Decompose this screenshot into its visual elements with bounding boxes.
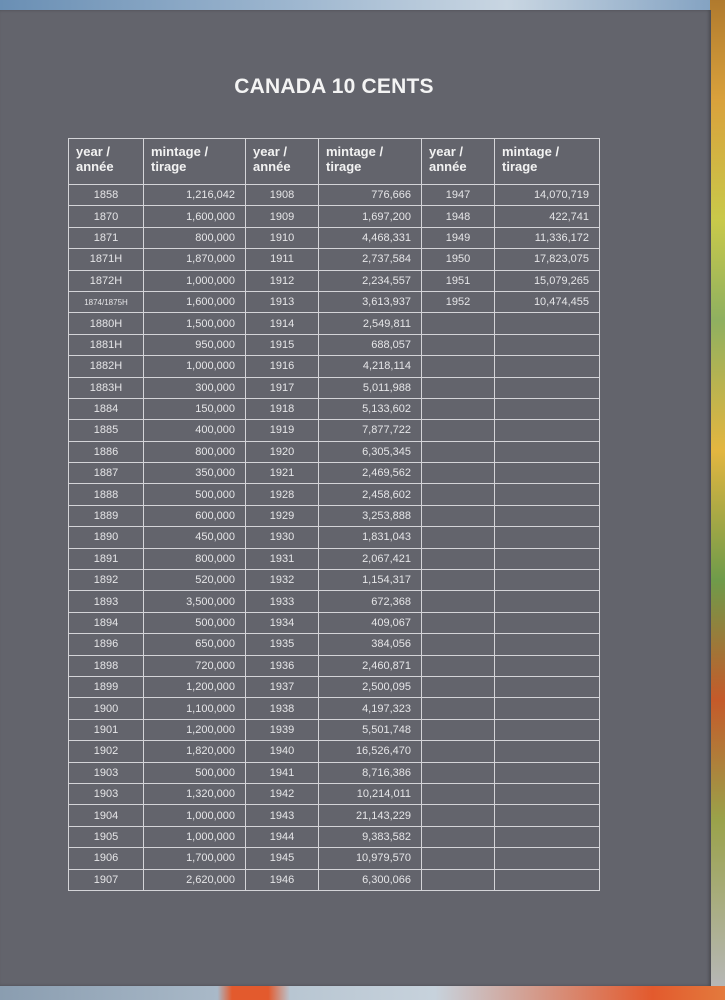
mintage-cell: 1,000,000 bbox=[144, 805, 246, 826]
mintage-table-body bbox=[69, 185, 600, 891]
year-cell: 1921 bbox=[246, 463, 319, 484]
mintage-cell: 2,469,562 bbox=[319, 463, 422, 484]
year-cell: 1870 bbox=[69, 206, 144, 227]
mintage-cell: 1,200,000 bbox=[144, 719, 246, 740]
mintage-cell bbox=[495, 484, 600, 505]
mintage-cell: 7,877,722 bbox=[319, 420, 422, 441]
year-cell: 1920 bbox=[246, 441, 319, 462]
mintage-column-header bbox=[319, 139, 422, 185]
mintage-cell: 800,000 bbox=[144, 548, 246, 569]
table-row bbox=[69, 463, 600, 484]
mintage-cell: 776,666 bbox=[319, 185, 422, 206]
mintage-header-fr: tirage bbox=[326, 159, 362, 174]
mintage-cell: 1,697,200 bbox=[319, 206, 422, 227]
year-cell: 1944 bbox=[246, 826, 319, 847]
year-cell: 1949 bbox=[422, 227, 495, 248]
table-row bbox=[69, 634, 600, 655]
year-cell bbox=[422, 719, 495, 740]
year-cell: 1874/1875H bbox=[69, 291, 144, 312]
mintage-cell: 11,336,172 bbox=[495, 227, 600, 248]
mintage-cell: 2,458,602 bbox=[319, 484, 422, 505]
year-header-en: year / bbox=[429, 144, 463, 159]
mintage-cell bbox=[495, 548, 600, 569]
mintage-cell: 1,831,043 bbox=[319, 527, 422, 548]
mintage-cell: 6,305,345 bbox=[319, 441, 422, 462]
table-row bbox=[69, 334, 600, 355]
mintage-cell: 1,000,000 bbox=[144, 270, 246, 291]
mintage-cell: 800,000 bbox=[144, 441, 246, 462]
mintage-cell bbox=[495, 762, 600, 783]
mintage-cell: 1,870,000 bbox=[144, 249, 246, 270]
mintage-header-en: mintage / bbox=[326, 144, 384, 159]
mintage-cell: 300,000 bbox=[144, 377, 246, 398]
mintage-cell: 2,620,000 bbox=[144, 869, 246, 890]
table-row bbox=[69, 719, 600, 740]
mintage-cell: 150,000 bbox=[144, 398, 246, 419]
mintage-cell: 1,320,000 bbox=[144, 783, 246, 804]
mintage-cell: 2,500,095 bbox=[319, 676, 422, 697]
year-column-header bbox=[246, 139, 319, 185]
year-cell bbox=[422, 398, 495, 419]
mintage-cell: 1,600,000 bbox=[144, 291, 246, 312]
mintage-cell: 650,000 bbox=[144, 634, 246, 655]
year-cell: 1910 bbox=[246, 227, 319, 248]
mintage-cell: 500,000 bbox=[144, 762, 246, 783]
table-row bbox=[69, 548, 600, 569]
mintage-header-fr: tirage bbox=[151, 159, 187, 174]
table-row bbox=[69, 420, 600, 441]
mintage-header-en: mintage / bbox=[502, 144, 560, 159]
mintage-cell: 2,549,811 bbox=[319, 313, 422, 334]
year-cell: 1948 bbox=[422, 206, 495, 227]
table-row bbox=[69, 441, 600, 462]
year-cell: 1899 bbox=[69, 676, 144, 697]
year-header-fr: année bbox=[253, 159, 291, 174]
mintage-cell: 520,000 bbox=[144, 570, 246, 591]
year-cell: 1941 bbox=[246, 762, 319, 783]
year-cell: 1947 bbox=[422, 185, 495, 206]
year-cell bbox=[422, 334, 495, 355]
mintage-cell: 1,700,000 bbox=[144, 848, 246, 869]
year-cell: 1893 bbox=[69, 591, 144, 612]
year-cell: 1906 bbox=[69, 848, 144, 869]
year-cell: 1883H bbox=[69, 377, 144, 398]
mintage-cell: 2,460,871 bbox=[319, 655, 422, 676]
year-cell: 1886 bbox=[69, 441, 144, 462]
year-cell bbox=[422, 655, 495, 676]
table-row bbox=[69, 313, 600, 334]
mintage-cell: 3,613,937 bbox=[319, 291, 422, 312]
table-row bbox=[69, 591, 600, 612]
mintage-cell: 384,056 bbox=[319, 634, 422, 655]
year-cell: 1932 bbox=[246, 570, 319, 591]
year-cell: 1930 bbox=[246, 527, 319, 548]
year-cell: 1887 bbox=[69, 463, 144, 484]
mintage-cell bbox=[495, 505, 600, 526]
year-cell: 1936 bbox=[246, 655, 319, 676]
mintage-cell bbox=[495, 869, 600, 890]
year-cell: 1885 bbox=[69, 420, 144, 441]
table-row bbox=[69, 805, 600, 826]
year-cell: 1907 bbox=[69, 869, 144, 890]
year-cell: 1880H bbox=[69, 313, 144, 334]
mintage-cell bbox=[495, 441, 600, 462]
table-row bbox=[69, 377, 600, 398]
mintage-cell: 800,000 bbox=[144, 227, 246, 248]
table-row bbox=[69, 570, 600, 591]
year-cell: 1898 bbox=[69, 655, 144, 676]
year-cell: 1903 bbox=[69, 783, 144, 804]
year-column-header bbox=[422, 139, 495, 185]
mintage-cell: 350,000 bbox=[144, 463, 246, 484]
mintage-cell: 1,820,000 bbox=[144, 741, 246, 762]
table-row bbox=[69, 270, 600, 291]
year-cell: 1935 bbox=[246, 634, 319, 655]
year-cell: 1871 bbox=[69, 227, 144, 248]
mintage-cell: 600,000 bbox=[144, 505, 246, 526]
year-cell: 1881H bbox=[69, 334, 144, 355]
year-cell: 1890 bbox=[69, 527, 144, 548]
table-row bbox=[69, 206, 600, 227]
mintage-cell: 5,011,988 bbox=[319, 377, 422, 398]
year-cell: 1884 bbox=[69, 398, 144, 419]
year-cell: 1933 bbox=[246, 591, 319, 612]
right-edge-photo bbox=[710, 0, 725, 1000]
year-cell: 1888 bbox=[69, 484, 144, 505]
mintage-cell bbox=[495, 848, 600, 869]
mintage-cell bbox=[495, 676, 600, 697]
year-cell: 1913 bbox=[246, 291, 319, 312]
year-cell bbox=[422, 869, 495, 890]
mintage-cell: 2,234,557 bbox=[319, 270, 422, 291]
mintage-cell: 5,133,602 bbox=[319, 398, 422, 419]
mintage-cell: 21,143,229 bbox=[319, 805, 422, 826]
mintage-cell: 422,741 bbox=[495, 206, 600, 227]
mintage-cell: 10,214,011 bbox=[319, 783, 422, 804]
table-row bbox=[69, 826, 600, 847]
year-cell bbox=[422, 805, 495, 826]
year-cell: 1928 bbox=[246, 484, 319, 505]
table-row bbox=[69, 185, 600, 206]
year-cell: 1889 bbox=[69, 505, 144, 526]
mintage-cell bbox=[495, 398, 600, 419]
mintage-cell bbox=[495, 698, 600, 719]
year-cell bbox=[422, 527, 495, 548]
year-cell: 1892 bbox=[69, 570, 144, 591]
mintage-cell bbox=[495, 741, 600, 762]
year-header-en: year / bbox=[76, 144, 110, 159]
mintage-table bbox=[68, 138, 600, 891]
mintage-cell: 4,197,323 bbox=[319, 698, 422, 719]
mintage-cell: 1,500,000 bbox=[144, 313, 246, 334]
year-cell: 1905 bbox=[69, 826, 144, 847]
year-cell: 1919 bbox=[246, 420, 319, 441]
mintage-cell bbox=[495, 612, 600, 633]
mintage-cell bbox=[495, 356, 600, 377]
year-cell bbox=[422, 484, 495, 505]
mintage-cell: 2,737,584 bbox=[319, 249, 422, 270]
mintage-cell: 9,383,582 bbox=[319, 826, 422, 847]
mintage-cell bbox=[495, 420, 600, 441]
table-row bbox=[69, 762, 600, 783]
mintage-header-en: mintage / bbox=[151, 144, 209, 159]
year-cell bbox=[422, 741, 495, 762]
mintage-column-header bbox=[495, 139, 600, 185]
mintage-cell: 1,000,000 bbox=[144, 826, 246, 847]
mintage-cell: 500,000 bbox=[144, 612, 246, 633]
mintage-cell bbox=[495, 783, 600, 804]
table-row bbox=[69, 505, 600, 526]
year-cell: 1872H bbox=[69, 270, 144, 291]
mintage-cell: 500,000 bbox=[144, 484, 246, 505]
year-cell bbox=[422, 591, 495, 612]
table-row bbox=[69, 655, 600, 676]
mintage-cell: 1,100,000 bbox=[144, 698, 246, 719]
mintage-cell: 1,000,000 bbox=[144, 356, 246, 377]
mintage-cell: 950,000 bbox=[144, 334, 246, 355]
table-row bbox=[69, 698, 600, 719]
year-cell bbox=[422, 826, 495, 847]
year-cell bbox=[422, 783, 495, 804]
mintage-cell bbox=[495, 719, 600, 740]
mintage-cell bbox=[495, 377, 600, 398]
table-row bbox=[69, 398, 600, 419]
mintage-cell: 15,079,265 bbox=[495, 270, 600, 291]
year-cell bbox=[422, 634, 495, 655]
year-cell bbox=[422, 356, 495, 377]
mintage-cell: 4,218,114 bbox=[319, 356, 422, 377]
table-row bbox=[69, 869, 600, 890]
year-cell: 1900 bbox=[69, 698, 144, 719]
year-column-header bbox=[69, 139, 144, 185]
year-cell bbox=[422, 441, 495, 462]
year-cell: 1914 bbox=[246, 313, 319, 334]
year-cell: 1858 bbox=[69, 185, 144, 206]
mintage-cell bbox=[495, 570, 600, 591]
year-cell: 1902 bbox=[69, 741, 144, 762]
year-header-en: year / bbox=[253, 144, 287, 159]
year-cell bbox=[422, 762, 495, 783]
year-cell: 1918 bbox=[246, 398, 319, 419]
year-cell: 1903 bbox=[69, 762, 144, 783]
year-cell: 1901 bbox=[69, 719, 144, 740]
mintage-cell bbox=[495, 634, 600, 655]
year-cell: 1940 bbox=[246, 741, 319, 762]
table-row bbox=[69, 484, 600, 505]
mintage-cell: 1,600,000 bbox=[144, 206, 246, 227]
mintage-cell: 688,057 bbox=[319, 334, 422, 355]
year-cell bbox=[422, 676, 495, 697]
year-cell: 1871H bbox=[69, 249, 144, 270]
year-cell: 1950 bbox=[422, 249, 495, 270]
year-cell: 1896 bbox=[69, 634, 144, 655]
year-cell: 1929 bbox=[246, 505, 319, 526]
mintage-cell: 409,067 bbox=[319, 612, 422, 633]
mintage-cell: 1,200,000 bbox=[144, 676, 246, 697]
mintage-cell: 400,000 bbox=[144, 420, 246, 441]
mintage-cell: 10,474,455 bbox=[495, 291, 600, 312]
bottom-edge-strip bbox=[0, 986, 725, 1000]
year-cell: 1891 bbox=[69, 548, 144, 569]
year-cell bbox=[422, 548, 495, 569]
mintage-cell bbox=[495, 805, 600, 826]
year-cell bbox=[422, 698, 495, 719]
table-row bbox=[69, 527, 600, 548]
table-row bbox=[69, 848, 600, 869]
year-cell: 1934 bbox=[246, 612, 319, 633]
year-cell bbox=[422, 313, 495, 334]
mintage-cell bbox=[495, 655, 600, 676]
top-edge-strip bbox=[0, 0, 725, 10]
year-cell: 1939 bbox=[246, 719, 319, 740]
year-cell: 1931 bbox=[246, 548, 319, 569]
mintage-cell: 6,300,066 bbox=[319, 869, 422, 890]
year-cell: 1894 bbox=[69, 612, 144, 633]
table-row bbox=[69, 741, 600, 762]
year-cell: 1937 bbox=[246, 676, 319, 697]
year-cell bbox=[422, 377, 495, 398]
mintage-cell bbox=[495, 334, 600, 355]
year-cell: 1945 bbox=[246, 848, 319, 869]
mintage-cell bbox=[495, 463, 600, 484]
mintage-cell: 8,716,386 bbox=[319, 762, 422, 783]
mintage-cell bbox=[495, 826, 600, 847]
mintage-column-header bbox=[144, 139, 246, 185]
table-row bbox=[69, 612, 600, 633]
mintage-cell bbox=[495, 313, 600, 334]
table-row bbox=[69, 291, 600, 312]
table-row bbox=[69, 356, 600, 377]
year-cell bbox=[422, 420, 495, 441]
page-title: CANADA 10 CENTS bbox=[234, 75, 434, 98]
mintage-cell bbox=[495, 527, 600, 548]
mintage-cell: 14,070,719 bbox=[495, 185, 600, 206]
year-cell: 1938 bbox=[246, 698, 319, 719]
mintage-cell bbox=[495, 591, 600, 612]
year-cell: 1882H bbox=[69, 356, 144, 377]
mintage-cell: 2,067,421 bbox=[319, 548, 422, 569]
year-cell bbox=[422, 612, 495, 633]
mintage-cell: 672,368 bbox=[319, 591, 422, 612]
mintage-cell: 3,253,888 bbox=[319, 505, 422, 526]
album-page bbox=[0, 10, 711, 986]
table-row bbox=[69, 783, 600, 804]
year-cell bbox=[422, 463, 495, 484]
year-cell bbox=[422, 570, 495, 591]
mintage-cell: 4,468,331 bbox=[319, 227, 422, 248]
year-cell: 1917 bbox=[246, 377, 319, 398]
year-cell: 1911 bbox=[246, 249, 319, 270]
mintage-cell: 720,000 bbox=[144, 655, 246, 676]
mintage-cell: 450,000 bbox=[144, 527, 246, 548]
mintage-cell: 5,501,748 bbox=[319, 719, 422, 740]
mintage-cell: 3,500,000 bbox=[144, 591, 246, 612]
year-cell: 1904 bbox=[69, 805, 144, 826]
year-cell: 1943 bbox=[246, 805, 319, 826]
table-row bbox=[69, 676, 600, 697]
mintage-cell: 16,526,470 bbox=[319, 741, 422, 762]
year-cell: 1912 bbox=[246, 270, 319, 291]
year-cell: 1915 bbox=[246, 334, 319, 355]
table-row bbox=[69, 227, 600, 248]
mintage-cell: 17,823,075 bbox=[495, 249, 600, 270]
year-header-fr: année bbox=[429, 159, 467, 174]
mintage-header-fr: tirage bbox=[502, 159, 538, 174]
year-cell bbox=[422, 848, 495, 869]
mintage-cell: 1,154,317 bbox=[319, 570, 422, 591]
year-cell: 1952 bbox=[422, 291, 495, 312]
mintage-cell: 1,216,042 bbox=[144, 185, 246, 206]
table-row bbox=[69, 249, 600, 270]
year-cell: 1908 bbox=[246, 185, 319, 206]
year-cell: 1916 bbox=[246, 356, 319, 377]
year-cell: 1909 bbox=[246, 206, 319, 227]
year-cell: 1942 bbox=[246, 783, 319, 804]
year-cell: 1946 bbox=[246, 869, 319, 890]
year-cell bbox=[422, 505, 495, 526]
header-row bbox=[69, 139, 600, 185]
year-cell: 1951 bbox=[422, 270, 495, 291]
year-header-fr: année bbox=[76, 159, 114, 174]
mintage-cell: 10,979,570 bbox=[319, 848, 422, 869]
